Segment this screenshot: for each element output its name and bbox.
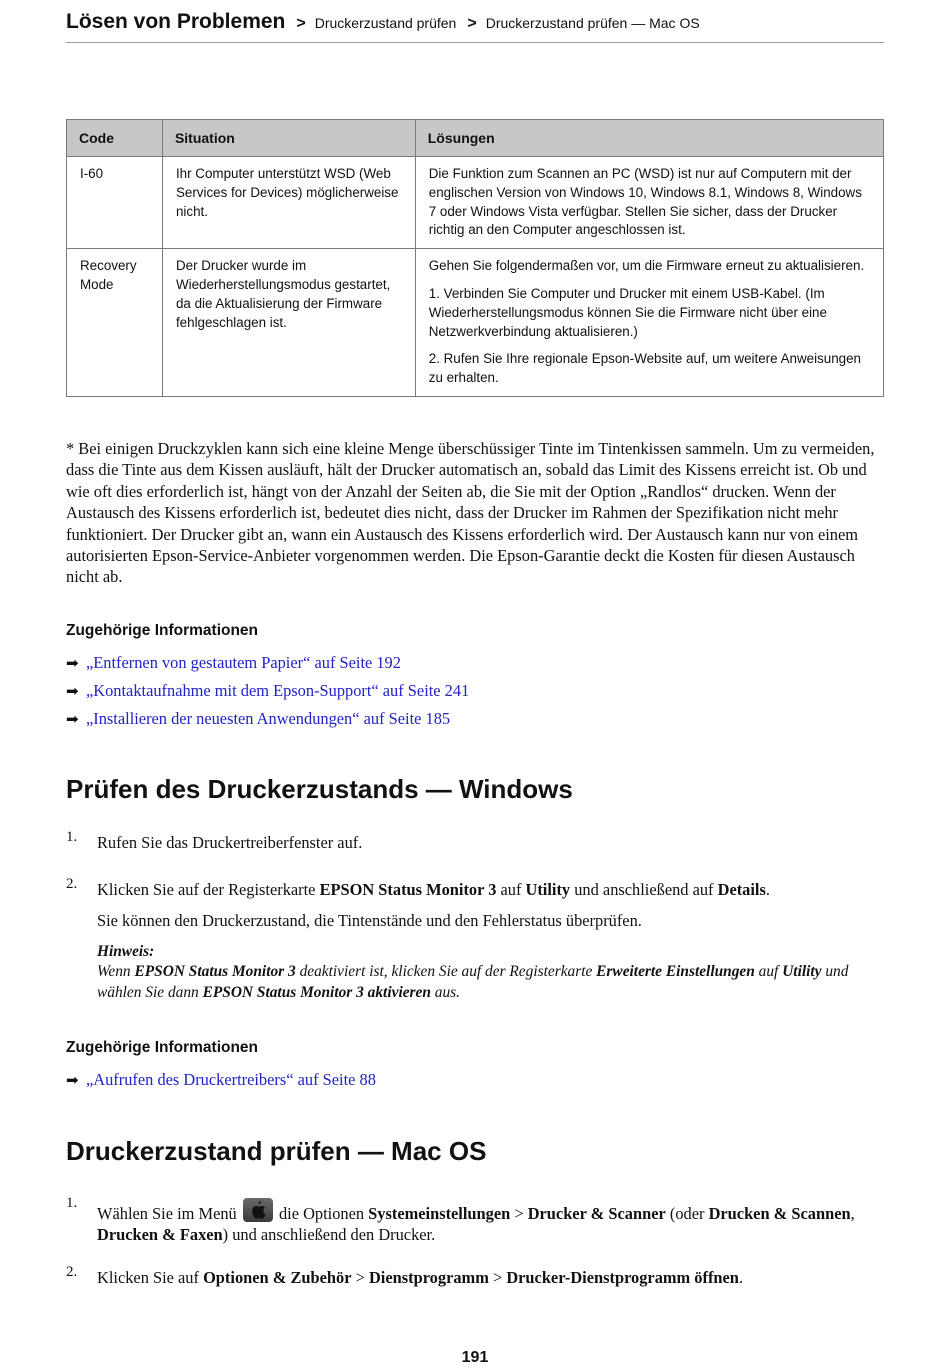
link-paper-jam[interactable]: „Entfernen von gestautem Papier“ auf Seite 192 — [86, 653, 401, 672]
link-install-apps[interactable]: „Installieren der neuesten Anwendungen“ auf Seite 185 — [86, 709, 451, 728]
step-text: Rufen Sie das Druckertreiberfenster auf. — [97, 833, 363, 852]
link-epson-support[interactable]: „Kontaktaufnahme mit dem Epson-Support“ auf Seite 241 — [86, 681, 470, 700]
section-heading-mac: Druckerzustand prüfen — Mac OS — [66, 1136, 487, 1166]
step-number: 1. — [66, 829, 78, 845]
breadcrumb-current: Druckerzustand prüfen — Mac OS — [485, 15, 700, 31]
apple-menu-icon — [243, 1198, 273, 1222]
solution-text: 2. Rufen Sie Ihre regionale Epson-Website auf, um weitere Anweisungen zu erhalten. — [428, 351, 861, 386]
arrow-right-icon: ➡ — [66, 654, 79, 672]
list-item — [66, 1069, 376, 1097]
related-links-list — [66, 1069, 376, 1097]
arrow-right-icon: ➡ — [66, 710, 79, 728]
breadcrumb-separator: > — [467, 15, 477, 32]
breadcrumb-chapter: Lösen von Problemen — [66, 10, 286, 33]
link-printer-driver[interactable]: „Aufrufen des Druckertreibers“ auf Seite 88 — [86, 1070, 376, 1089]
hint-title: Hinweis: — [97, 942, 155, 960]
code-cell: I-60 — [67, 157, 163, 249]
column-header-solutions: Lösungen — [415, 120, 883, 157]
related-info-heading: Zugehörige Informationen — [66, 1039, 259, 1056]
ink-pad-note: * Bei einigen Druckzyklen kann sich eine kleine Menge überschüssiger Tinte im Tintenkissen sammeln. Um zu vermeiden, dass die Tinte aus dem Kissen ausläuft, hält der Drucker automatisch an, sobald das Limit des Kissens erreicht ist. Ob und wie oft dies erforderlich ist, hängt von der Anzahl der Seiten ab, die Sie mit der Option „Randlos“ drucken. Wenn der Austausch des Kissens erforderlich ist, bedeutet dies nicht, dass der Drucker im Rahmen der Spezifikation nicht mehr funktioniert. Der Drucker gibt an, wann ein Austausch des Kissens erforderlich wird. Der Austausch kann nur von einem autorisierten Epson-Service-Anbieter vorgenommen werden. Die Epson-Garantie deckt die Kosten für diesen Austausch nicht ab. — [66, 439, 875, 587]
situation-cell: Ihr Computer unterstützt WSD (Web Services for Devices) möglicherweise nicht. — [162, 157, 415, 249]
column-header-code: Code — [67, 120, 163, 157]
arrow-right-icon: ➡ — [66, 1071, 79, 1089]
solution-text: 1. Verbinden Sie Computer und Drucker mit einem USB-Kabel. (Im Wiederherstellungsmodus können Sie die Firmware nicht über eine Netzwerkverbindung aktualisieren.) — [428, 285, 827, 339]
column-header-situation: Situation — [162, 120, 415, 157]
windows-step-2 — [66, 876, 884, 1003]
breadcrumb-section: Druckerzustand prüfen — [314, 15, 457, 31]
mac-step-2 — [66, 1264, 884, 1288]
section-heading-windows: Prüfen des Druckerzustands — Windows — [66, 774, 573, 804]
page-number: 191 — [461, 1349, 489, 1366]
error-code-table — [66, 119, 884, 397]
table-header-row — [67, 120, 884, 157]
table-row — [67, 157, 884, 249]
situation-cell: Der Drucker wurde im Wiederherstellungsmodus gestartet, da die Aktualisierung der Firmware fehlgeschlagen ist. — [162, 249, 415, 397]
step-number: 2. — [66, 1264, 78, 1280]
list-item — [66, 652, 469, 680]
solutions-cell — [415, 157, 883, 249]
windows-step-1 — [66, 829, 884, 853]
step-text: Klicken Sie auf der Registerkarte EPSON Status Monitor 3 auf Utility und anschließend auf Details. — [97, 880, 770, 899]
solution-text: Gehen Sie folgendermaßen vor, um die Firmware erneut zu aktualisieren. — [428, 258, 865, 274]
step-number: 1. — [66, 1195, 78, 1211]
breadcrumb-separator: > — [296, 15, 306, 32]
code-cell: Recovery Mode — [67, 249, 163, 397]
solutions-cell — [415, 249, 883, 397]
related-links-list — [66, 652, 469, 736]
mac-step-1 — [66, 1195, 884, 1246]
related-info-heading: Zugehörige Informationen — [66, 622, 259, 639]
table-row — [67, 249, 884, 397]
step-number: 2. — [66, 876, 78, 892]
list-item — [66, 708, 469, 736]
step-subtext: Sie können den Druckerzustand, die Tintenstände und den Fehlerstatus überprüfen. — [97, 911, 642, 931]
breadcrumb — [66, 10, 884, 43]
arrow-right-icon: ➡ — [66, 682, 79, 700]
list-item — [66, 680, 469, 708]
solution-text: Die Funktion zum Scannen an PC (WSD) ist nur auf Computern mit der englischen Version von Windows 10, Windows 8.1, Windows 8, Windows 7 oder Windows Vista verfügbar. Stellen Sie sicher, dass der Drucker richtig an den Computer angeschlossen ist. — [428, 166, 862, 238]
hint-box — [97, 942, 884, 1003]
step-text: Klicken Sie auf Optionen & Zubehör > Dienstprogramm > Drucker-Dienstprogramm öffnen. — [97, 1268, 744, 1287]
step-text: Wählen Sie im Menü die Optionen Systemeinstellungen > Drucker & Scanner (oder Drucken & Scannen, Drucken & Faxen) und anschließend den Drucker. — [97, 1198, 884, 1246]
hint-text: Wenn EPSON Status Monitor 3 deaktiviert ist, klicken Sie auf der Registerkarte Erweiterte Einstellungen auf Utility und wählen Sie dann EPSON Status Monitor 3 aktivieren aus. — [97, 963, 849, 1001]
